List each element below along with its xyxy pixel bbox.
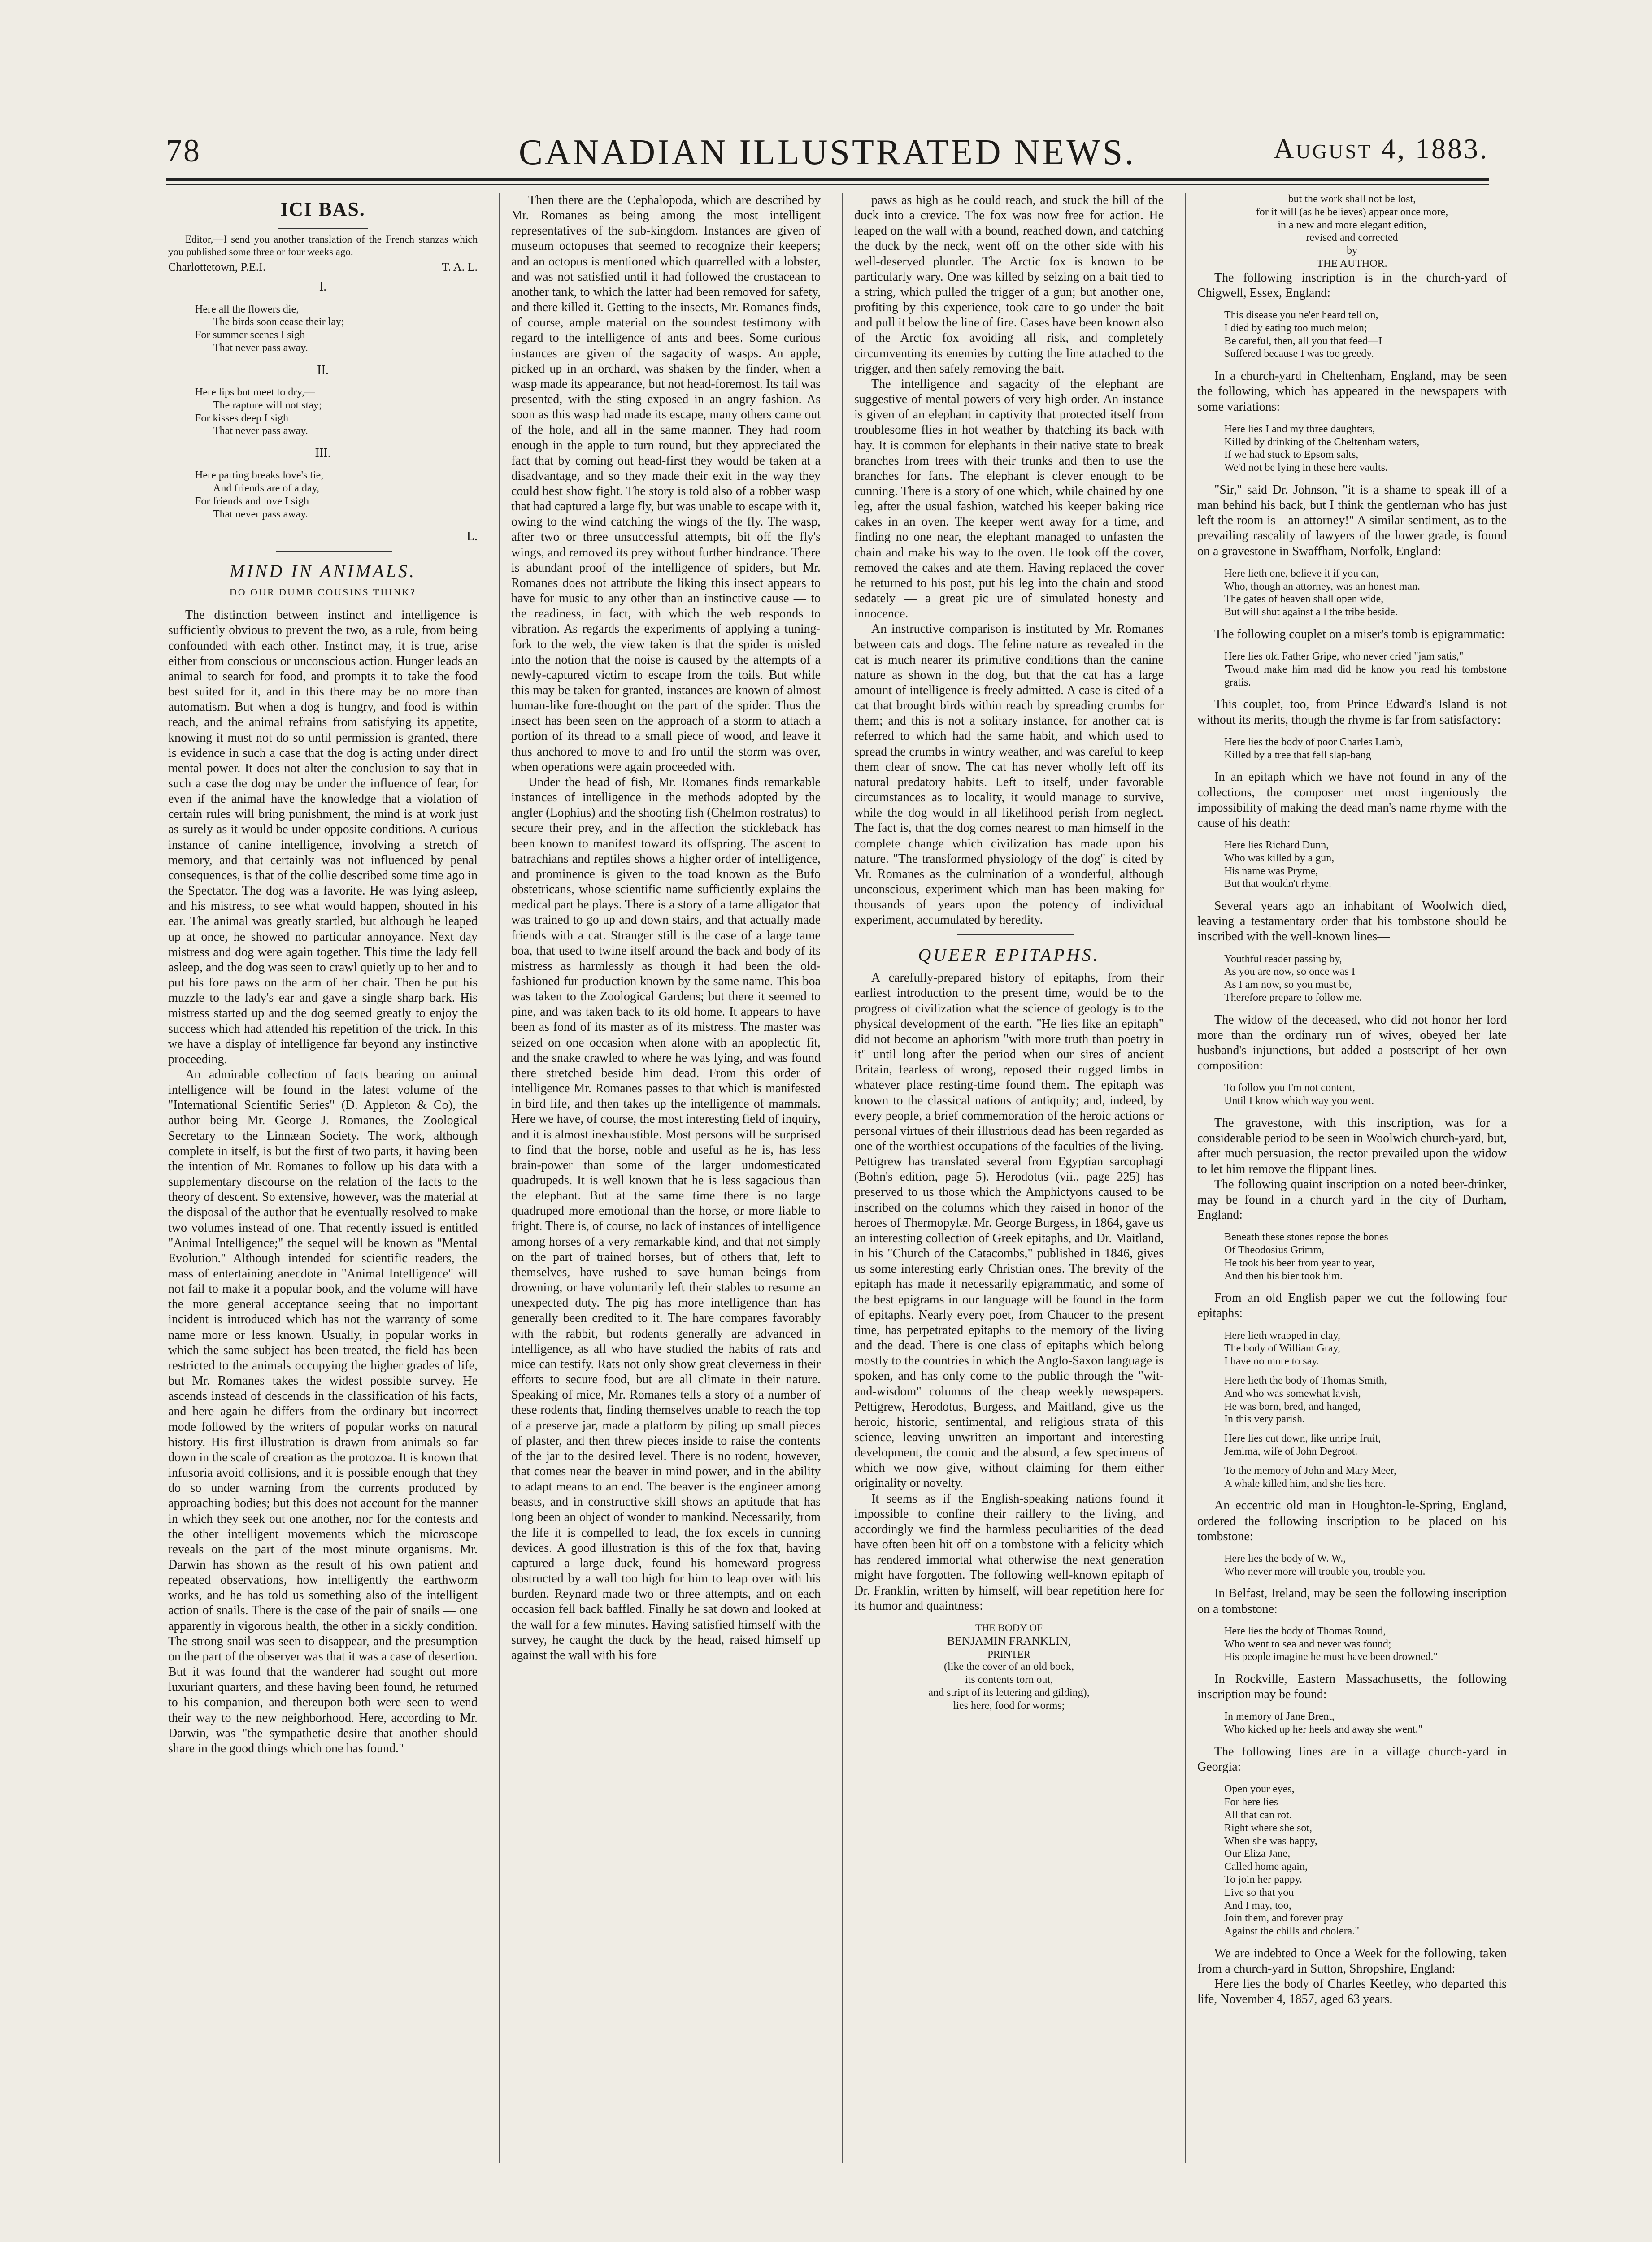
header-rule-thin (166, 184, 1489, 185)
article-paragraph: Then there are the Cephalopoda, which are described by Mr. Romanes as being among the most intelligent representatives of the sub-kingdom. Instances are given of museum octopuses that seemed to recognize their keepers; and an octopus is mentioned which quarrelled with a lobster, and was not satisfied until it had followed the crustacean to another tank, to which the latter had been removed for safety, and there killed it. Getting to the insects, Mr. Romanes finds, of course, ample material on the soundest testimony with regard to the intelligence of ants and bees. Some curious instances are given of the sagacity of wasps. An apple, picked up in an orchard, was shaken by the finder, when a wasp made its appearance, but not head-foremost. Its tail was presented, with the sting exposed in an angry fashion. As soon as this wasp had made its escape, many others came out of the hole, and all in the same manner. They had room enough in the apple to turn round, but they appreciated the fact that by coming out head-first they would be taken at a disadvantage, and so they made their exit in the way they could best show fight. The story is told also of a robber wasp that had captured a large fly, but was unable to escape with it, owing to the wind catching the wings of the fly. The wasp, after two or three unsuccessful attempts, bit off the fly's wings, and removed its prey without further hindrance. There is abundant proof of the intelligence of spiders, but Mr. Romanes does not attribute the liking this insect appears to have for music to any other than an instinctive cause — to the readiness, in fact, with which the web responds to vibration. As regards the experiments of applying a tuning-fork to the web, the view taken is that the spider is misled into the notion that the noise is caused by the attempts of a newly-captured victim to escape from the toils. But while this may be taken for granted, instances are known of almost human-like fore-thought on the part of the spider. Thus the insect has been seen on the approach of a storm to attach a portion of its thread to a small piece of wood, and leave it thus anchored to move to and fro until the storm was over, when operations were again proceeded with. (511, 193, 821, 774)
column-divider (1185, 193, 1186, 2163)
epitaph-intro: Several years ago an inhabitant of Woolwich died, leaving a testamentary order that his tombstone should be inscribed with the well-known lines— (1197, 899, 1507, 944)
epitaph-verse: Here lies old Father Gripe, who never cried "jam satis," 'Twould make him mad did he know you read his tombstone gratis. (1224, 651, 1507, 688)
epitaph-intro: In Rockville, Eastern Massachusetts, the following inscription may be found: (1197, 1672, 1507, 1702)
epitaph-intro: An eccentric old man in Houghton-le-Spring, England, ordered the following inscription to be placed on his tombstone: (1197, 1499, 1507, 1543)
masthead-title: CANADIAN ILLUSTRATED NEWS. (518, 133, 1136, 172)
epitaph-intro: In Belfast, Ireland, may be seen the following inscription on a tombstone: (1197, 1586, 1507, 1616)
article-paragraph: An admirable collection of facts bearing on animal intelligence will be found in the latest volume of the "International Scientific Series" (D. Appleton & Co), the author being Mr. George J. Romanes, the Zoological Secretary to the Linnæan Society. The work, although complete in itself, is but the first of two parts, it having been the intention of Mr. Romanes to follow up his data with a supplementary discourse on the relation of the facts to the theory of descent. So extensive, however, was the material at the disposal of the author that he eventually resolved to make two volumes instead of one. That recently issued is entitled "Animal Intelligence;" the sequel will be known as "Mental Evolution." Although intended for scientific readers, the mass of entertaining anecdote in "Animal Intelligence" will not fail to make it a popular book, and the volume will have the more general acceptance seeing that no important incident is introduced which has not the warranty of some name more or less known. Usually, in popular works in which the same subject has been treated, the field has been restricted to the animals occupying the higher grades of life, but Mr. Romanes takes the widest possible survey. He ascends instead of descends in the classification of his facts, and here again he differs from the ordinary but incorrect mode followed by the writers of popular works on natural history. His first illustration is drawn from animals so far down in the scale of creation as the protozoa. It is known that infusoria avoid collisions, and it is possible enough that they do so under warning from the currents produced by approaching bodies; but this does not account for the manner in which they seek out one another, nor for the contests and the other intelligent movements which the microscope reveals on the part of the most minute organisms. Mr. Darwin has shown as the result of his own patient and repeated observations, how intelligently the earthworm works, and he has told us something also of the intelligent action of snails. There is the case of the pair of snails — one apparently in vigorous health, the other in a sickly condition. The strong snail was seen to disappear, and the presumption on the part of the observer was that it was a case of desertion. But it was found that the wanderer had sought out more luxuriant quarters, and these having been found, he returned to his companion, and thereupon both were seen to wend their way to the new neighborhood. Here, according to Mr. Darwin, was "the sympathetic desire that another should share in the good things which one has found." (168, 1067, 478, 1755)
page-header (166, 132, 1489, 175)
article-title: MIND IN ANIMALS. (230, 560, 416, 581)
stanza-3: Here parting breaks love's tie, And friends are of a day, For friends and love I sigh That never pass away. (195, 469, 324, 520)
epitaph-intro: The following couplet on a miser's tomb is epigrammatic: (1214, 627, 1505, 641)
poem-title: ICI BAS. (280, 198, 365, 220)
epitaph-intro: From an old English paper we cut the following four epitaphs: (1197, 1291, 1507, 1321)
epitaph-verse: To follow you I'm not content, Until I know which way you went. (1224, 1082, 1374, 1107)
article-paragraph: The intelligence and sagacity of the elephant are suggestive of mental powers of very high order. An instance is given of an elephant in captivity that protected itself from troublesome flies in hot weather by thatching its back with hay. It is common for elephants in their native state to break branches from trees with their trunks and then to use the branches for fans. The elephant is clever enough to be cunning. There is a story of one which, while chained by one leg, after the usual fashion, watched his keeper baking rice cakes in an oven. The keeper went away for a time, and finding no one near, the elephant managed to unfasten the chain and make his way to the oven. He took off the cover, removed the cakes and ate them. Having replaced the cover he returned to his post, put his leg into the chain and stood sedately — a great pic ure of simulated honesty and innocence. (854, 377, 1164, 621)
page-number: 78 (166, 133, 201, 169)
editor-intro: Editor,—I send you another translation of the French stanzas which you published some three or four weeks ago. (168, 233, 478, 257)
epitaph-intro: The following quaint inscription on a noted beer-drinker, may be found in a church yard in the city of Durham, England: (1197, 1177, 1507, 1222)
poem-signature: L. (466, 529, 478, 543)
epitaph-list (1197, 270, 1507, 2007)
article-subtitle: DO OUR DUMB COUSINS THINK? (229, 587, 417, 598)
epitaph-verse: Here lies the body of Thomas Round, Who went to sea and never was found; His people imagine he must have been drowned." (1224, 1625, 1438, 1663)
place: Charlottetown, P.E.I. (168, 260, 266, 274)
epitaph-verse: Youthful reader passing by, As you are now, so once was I As I am now, so you must be, Therefore prepare to follow me. (1224, 953, 1362, 1004)
initials: T. A. L. (442, 260, 478, 274)
epitaph-verse: Here lies Richard Dunn, Who was killed by a gun, His name was Pryme, But that wouldn't rhyme. (1224, 839, 1335, 890)
issue-date: August 4, 1883. (1273, 133, 1489, 165)
article-title: QUEER EPITAPHS. (918, 944, 1100, 965)
stanza-number: III. (315, 446, 331, 461)
epitaph-intro: "Sir," said Dr. Johnson, "it is a shame to speak ill of a man behind his back, but I think the gentleman who has just left the room is—an attorney!" A similar sentiment, as to the prevailing rascality of lawyers of the lower grade, is found on a gravestone in Swaffham, Norfolk, England: (1197, 482, 1507, 558)
article-paragraph: The distinction between instinct and intelligence is sufficiently obvious to prevent the two, as a rule, from being confounded with each other. Instinct may, it is true, arise either from conscious or unconscious action. Hunger leads an animal to search for food, and prompts it to take the food best suited for it, and in this there may be no more than automatism. But when a dog is hungry, and food is within reach, and the animal refrains from satisfying its appetite, knowing it must not do so until permission is granted, there is evidence in such a case that the dog is acting under direct mental power. It does not alter the conclusion to say that in such a case the dog may be under the influence of fear, for even if the animal have the knowledge that a violation of certain rules will bring punishment, the mind is at work just as surely as it would be under opposite conditions. A curious instance of canine intelligence, involving a stretch of memory, and that certainly was not influenced by penal consequences, is that of the collie described some time ago in the Spectator. The dog was a favorite. He was lying asleep, and his mistress, to see what would happen, shouted in his ear. The animal was greatly startled, but although he leaped up at once, he showed no particular annoyance. Next day mistress and dog were again together. This time the lady fell asleep, and the dog was seen to crawl quietly up to her and to put his fore paws on the arm of her chair. Then he put his muzzle to the lady's ear and gave a single sharp bark. His mistress started up and the dog seemed greatly to enjoy the success which had attended his repetition of the trick. In this we have a display of intelligence far beyond any instinctive proceeding. (168, 608, 478, 1066)
article-paragraph: paws as high as he could reach, and stuck the bill of the duck into a crevice. The fox was now free for action. He leaped on the wall with a bound, reached down, and catching the duck by the neck, went off on the other side with his well-deserved plunder. The Arctic fox is known to be particularly wary. One was killed by seizing on a bait tied to a string, which pulled the trigger of a gun; but another one, profiting by this experience, took care to go under the bait and pull it below the line of fire. Cases have been known also of the Arctic fox avoiding all risk, and completely circumventing its enemies by cutting the line attached to the trigger, and then safely removing the bait. (854, 193, 1164, 376)
epitaph-intro: We are indebted to Once a Week for the following, taken from a church-yard in Sutton, Shropshire, England: (1197, 1946, 1507, 1976)
epitaph-intro: In an epitaph which we have not found in any of the collections, the composer met most ingeniously the impossibility of making the dead man's name rhyme with the cause of his death: (1197, 770, 1507, 830)
epitaph-verse: Here lies the body of poor Charles Lamb, Killed by a tree that fell slap-bang (1224, 736, 1403, 761)
epitaph-verse: Open your eyes, For here lies All that can rot. Right where she sot, When she was happy, Our Eliza Jane, Called home again, To join her pappy. Live so that you And I may, too, Join them, and forever pray Against the chills and cholera." (1224, 1783, 1360, 1938)
column-divider (499, 193, 500, 2163)
column-2 (511, 193, 821, 2166)
epitaph-intro: The gravestone, with this inscription, was for a considerable period to be seen in Woolwich church-yard, but, after much persuasion, the rector prevailed upon the widow to let him remove the flippant lines. (1197, 1116, 1507, 1176)
franklin-epitaph: THE BODY OF BENJAMIN FRANKLIN, PRINTER (like the cover of an old book, its contents torn out, and stript of its lettering and gilding), lies here, food for worms; (928, 1622, 1090, 1712)
epitaph-verse: Beneath these stones repose the bones Of Theodosius Grimm, He took his beer from year to year, And then his bier took him. (1224, 1231, 1388, 1282)
column-3 (854, 193, 1164, 2166)
article-paragraph: It seems as if the English-speaking nations found it impossible to confine their raillery to the living, and accordingly we find the harmless peculiarities of the dead have often been hit off on a tombstone with a felicity which has rendered immortal what otherwise the next generation might have forgotten. The following well-known epitaph of Dr. Franklin, written by himself, will bear repetition here for its humor and quaintness: (854, 1491, 1164, 1613)
epitaph-verse: Here lies I and my three daughters, Killed by drinking of the Cheltenham waters, If we had stuck to Epsom salts, We'd not be lying in these here vaults. (1224, 423, 1420, 474)
article-paragraph: An instructive comparison is instituted by Mr. Romanes between cats and dogs. The feline nature as revealed in the cat is much nearer its primitive conditions than the canine nature as shown in the dog, but that the cat has a large amount of intelligence is freely admitted. A case is cited of a cat that brought birds within reach by spreading crumbs for them; and this is not a solitary instance, for another cat is referred to which had the same habit, and which used to spread the crumbs in wintry weather, and was careful to keep them clear of snow. The cat has never wholly left off its natural predatory habits. Left to itself, under favorable circumstances as to locality, it would manage to survive, while the dog would in all likelihood perish from neglect. The fact is, that the dog comes nearest to man himself in the complete change which civilization has made upon his nature. "The transformed physiology of the dog" is cited by Mr. Romanes as the culmination of a wonderful, although unconscious, experiment which man has been making for thousands of years upon the potency of individual experiment, accumulated by heredity. (854, 622, 1164, 927)
epitaph-intro: The following inscription is in the church-yard of Chigwell, Essex, England: (1197, 270, 1507, 300)
epitaph-intro: In a church-yard in Cheltenham, England, may be seen the following, which has appeared in the newspapers with some variations: (1197, 369, 1507, 414)
column-divider (842, 193, 843, 2163)
epitaph-verse: Here lieth one, believe it if you can, Who, though an attorney, was an honest man. The gates of heaven shall open wide, But will shut against all the tribe beside. (1224, 567, 1421, 618)
epitaph-verse: In memory of Jane Brent, Who kicked up her heels and away she went." (1224, 1711, 1423, 1736)
franklin-epitaph-continued: but the work shall not be lost, for it will (as he believes) appear once more, in a new and more elegant edition, revised and corrected by THE AUTHOR. (1256, 193, 1448, 269)
article-paragraph: Under the head of fish, Mr. Romanes finds remarkable instances of intelligence in the methods adopted by the angler (Lophius) and the shooting fish (Chelmon rostratus) to secure their prey, and in the affection the stickleback has been known to manifest toward its offspring. The ascent to batrachians and reptiles shows a higher order of intelligence, and prominence is given to the toad known as the Bufo obstetricans, whose scientific name sufficiently explains the medical part he plays. There is a story of a tame alligator that was trained to go up and down stairs, and that actually made friends with a cat. Stranger still is the case of a large tame boa, that used to twine itself around the back and body of its mistress as harmlessly as though it had been the old-fashioned fur production known by the same name. This boa was taken to the Zoological Gardens; but there it seemed to pine, and was taken back to its old home. It appears to have been as fond of its master as of its mistress. The master was seized on one occasion when alone with an apoplectic fit, and the snake crawled to where he was lying, and was found there stretched beside him dead. From this order of intelligence Mr. Romanes passes to that which is manifested in bird life, and then takes up the intelligence of mammals. Here we have, of course, the most interesting field of inquiry, and it is almost inexhaustible. Most persons will be surprised to find that the horse, noble and useful as he is, has less brain-power than some of the larger undomesticated quadrupeds. It is well known that he is less sagacious than the elephant. But at the same time there is no large quadruped more emotional than the horse, or more liable to fright. There is, of course, no lack of instances of intelligence among horses of a very remarkable kind, and that not simply on the part of trained horses, but of others that, left to themselves, have rushed to save human beings from drowning, or have voluntarily left their stables to resume an unexpected duty. The pig has more intelligence than has generally been credited to it. The hare compares favorably with the rabbit, but rodents generally are advanced in intelligence, as all who have studied the habits of rats and mice can testify. Rats not only show great cleverness in their efforts to secure food, but are all climate in their nature. Speaking of mice, Mr. Romanes tells a story of a number of these rodents that, finding themselves unable to reach the top of a preserve jar, made a platform by piling up small pieces of plaster, and then threw pieces inside to raise the contents of the jar to the desired level. There is no rodent, however, that comes near the beaver in mind power, and in the ability to adapt means to an end. The beaver is the engineer among beasts, and in constructive skill shows an aptitude that has long been an object of wonder to mankind. Necessarily, from the life it is compelled to lead, the fox excels in cunning devices. A good illustration is this of the fox that, having captured a large duck, found his homeward progress obstructed by a wall too high for him to leap over with his burden. Reynard made two or three attempts, and on each occasion fell back baffled. Finally he sat down and looked at the wall for a few minutes. Having satisfied himself with the survey, he caught the duck by the head, raised himself up against the wall with his fore (511, 775, 821, 1662)
epitaph-intro: Here lies the body of Charles Keetley, who departed this life, November 4, 1857, aged 63 years. (1197, 1977, 1507, 2007)
epitaph-intro: The widow of the deceased, who did not honor her lord more than the ordinary run of wives, obeyed her late husband's injunctions, but added a postscript of her own composition: (1197, 1012, 1507, 1073)
stanza-2: Here lips but meet to dry,— The rapture will not stay; For kisses deep I sigh That never pass away. (195, 386, 322, 437)
article-paragraph: A carefully-prepared history of epitaphs, from their earliest introduction to the present time, would be to the progress of civilization what the science of geology is to the physical development of the earth. "He lies like an epitaph" did not become an aphorism "with more truth than poetry in it" until long after the period when our sires of ancient Britain, fearless of wrong, reposed their rugged limbs in whatever place resting-time found them. The epitaph was known to the classical nations of antiquity; and, indeed, by every people, a brief commemoration of the heroic actions or personal virtues of their illustrious dead has been regarded as one of the worthiest occupations of the faculties of the living. Pettigrew has translated several from Egyptian sarcophagi (Bohn's edition, page 5). Herodotus (vii., page 225) has preserved to us those which the Amphictyons caused to be inscribed on the columns which they raised in honor of the heroes of Thermopylæ. Mr. George Burgess, in 1864, gave us an interesting collection of Greek epitaphs, and Dr. Maitland, in his "Church of the Catacombs," published in 1846, gives us some interesting early Christian ones. The brevity of the epitaph has made it necessarily epigrammatic, and some of the best epigrams in our language will be found in the form of epitaphs. Nearly every poet, from Chaucer to the present time, has perpetrated epitaphs to the memory of the living and the dead. There is one class of epitaphs which belong mostly to the countries in which the Anglo-Saxon language is spoken, and has only come to the public through the "wit-and-wisdom" columns of the cheap weekly newspapers. Pettigrew, Herodotus, Burgess, and Maitland, give us the heroic, historic, sentimental, and religious strata of this science, leaving unwritten an important and interesting development, the comic and the absurd, a few specimens of which we now give, without claiming for them either originality or novelty. (854, 971, 1164, 1490)
stanza-number: I. (319, 280, 327, 294)
divider (278, 228, 368, 229)
divider (276, 551, 392, 552)
column-4 (1197, 193, 1507, 2166)
epitaph-verse: This disease you ne'er heard tell on, I died by eating too much melon; Be careful, then, all you that feed—I Suffered because I was too greedy. (1224, 309, 1382, 360)
divider (957, 934, 1074, 935)
epitaph-intro: This couplet, too, from Prince Edward's Island is not without its merits, though the rhyme is far from satisfactory: (1197, 697, 1507, 727)
epitaph-verse: Here lieth wrapped in clay, The body of William Gray, I have no more to say. Here lieth the body of Thomas Smith, And who was somewhat lavish, He was born, bred, and hanged, In this very parish. Here lies cut down, like unripe fruit, Jemima, wife of John Degroot. To the memory of John and Mary Meer, A whale killed him, and she lies here. (1224, 1330, 1396, 1490)
stanza-number: II. (317, 363, 329, 377)
epitaph-intro: The following lines are in a village church-yard in Georgia: (1197, 1745, 1507, 1774)
intro-signature (168, 260, 478, 274)
epitaph-verse: Here lies the body of W. W., Who never more will trouble you, trouble you. (1224, 1552, 1426, 1577)
column-1 (168, 193, 478, 2166)
header-rule (166, 178, 1489, 181)
stanza-1: Here all the flowers die, The birds soon cease their lay; For summer scenes I sigh That never pass away. (195, 303, 344, 354)
